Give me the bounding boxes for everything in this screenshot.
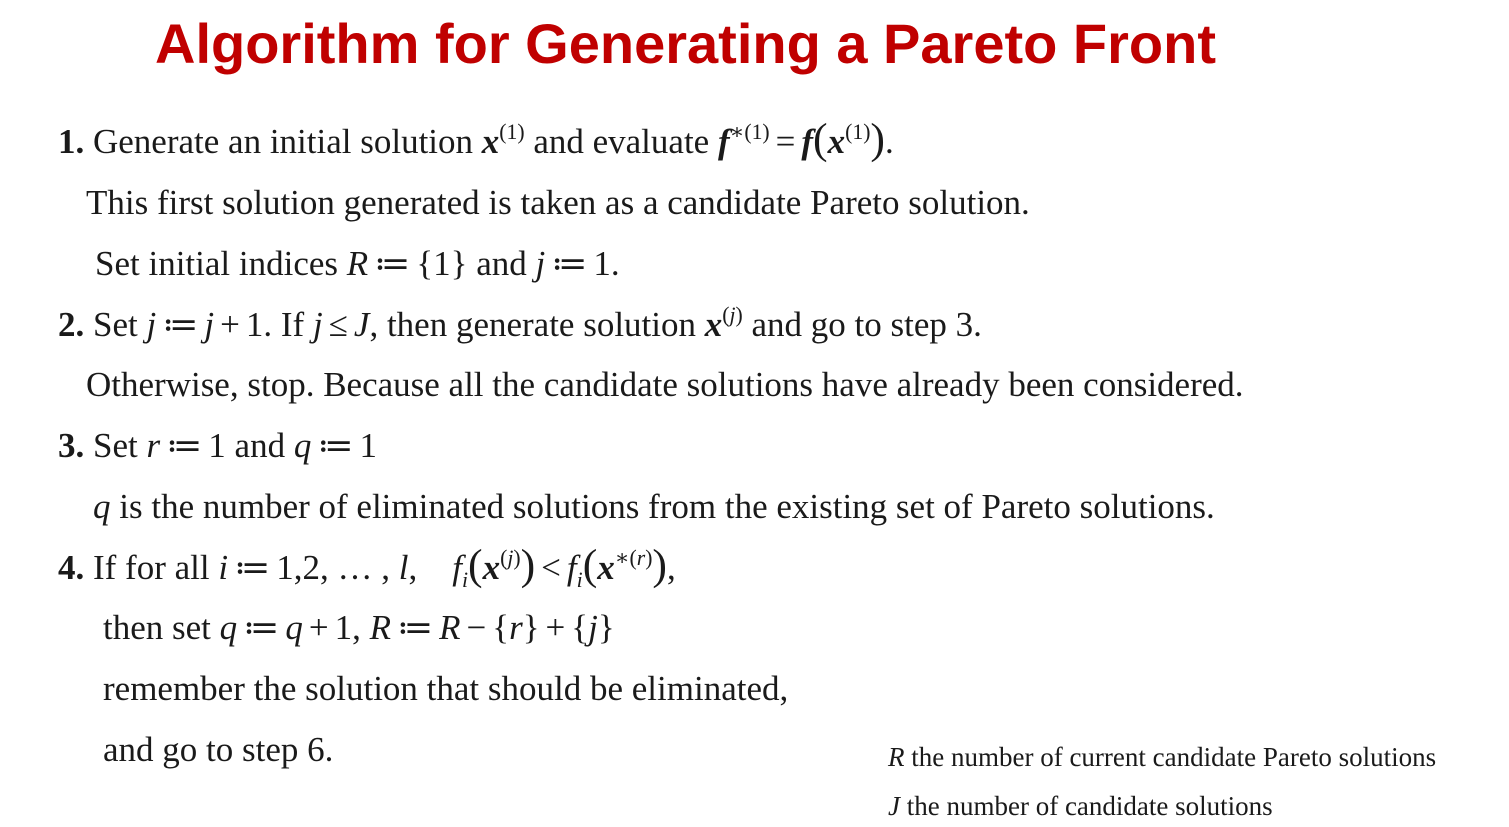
step-1-line-3: Set initial indices R ≔ {1} and j ≔ 1.: [95, 244, 620, 283]
step-4-line-4: and go to step 6.: [103, 730, 334, 769]
step-2-text-c: , then generate solution: [369, 305, 697, 344]
note-r-text: the number of current candidate Pareto solutions: [911, 742, 1437, 772]
step-2-text-b: . If: [263, 305, 305, 344]
step-2-number: 2.: [58, 305, 85, 344]
step-4-line-2: then set q ≔ q + 1, R ≔ R − {r} + {j}: [103, 608, 615, 647]
step-3-line-2: q is the number of eliminated solutions from the existing set of Pareto solutions.: [93, 487, 1215, 526]
step-1-line-1: 1. Generate an initial solution $x^{(1)}$ and evaluate $f^{∗(1)} = f(x^{(1)})$.: [58, 115, 894, 163]
note-j-text: the number of candidate solutions: [906, 791, 1273, 821]
step-4-line-1: 4. If for all i ≔ 1,2, … , l, $f_i(x^{(j)}) < f_i(x^{∗(r)})$,: [58, 541, 676, 592]
step-1-line-3-a: Set initial indices: [95, 244, 339, 283]
step-3-number: 3.: [58, 426, 85, 465]
slide-title: Algorithm for Generating a Pareto Front: [155, 12, 1216, 75]
step-3-line-1: 3. Set r ≔ 1 and q ≔ 1: [58, 426, 377, 465]
step-2-text-a: Set: [93, 305, 138, 344]
step-4-line-2-text: then set: [103, 608, 211, 647]
step-4-line-3: remember the solution that should be eliminated,: [103, 669, 789, 708]
step-1-number: 1.: [58, 122, 85, 161]
step-3-line-2-text: is the number of eliminated solutions from the existing set of Pareto solutions.: [119, 487, 1215, 526]
step-1-line-3-c: .: [610, 244, 620, 283]
step-2-line-1: 2. Set j ≔ j + 1. If j ≤ J, then generate solution $x^{(j)}$ and go to step 3.: [58, 303, 982, 344]
step-4-text-a: If for all: [93, 548, 210, 587]
step-2-text-d: and go to step 3.: [751, 305, 982, 344]
step-4-number: 4.: [58, 548, 85, 587]
step-3-text-a: Set: [93, 426, 138, 465]
step-3-text-b: and: [234, 426, 286, 465]
step-1-text-b: and evaluate: [533, 122, 710, 161]
step-1-line-3-b: and: [476, 244, 527, 283]
step-1-text-a: Generate an initial solution: [93, 122, 474, 161]
step-2-line-2: Otherwise, stop. Because all the candidate solutions have already been considered.: [86, 365, 1244, 404]
note-j-definition: J the number of candidate solutions: [888, 791, 1273, 821]
step-1-line-2: This first solution generated is taken as a candidate Pareto solution.: [86, 183, 1030, 222]
note-r-definition: R the number of current candidate Pareto solutions: [888, 742, 1437, 772]
